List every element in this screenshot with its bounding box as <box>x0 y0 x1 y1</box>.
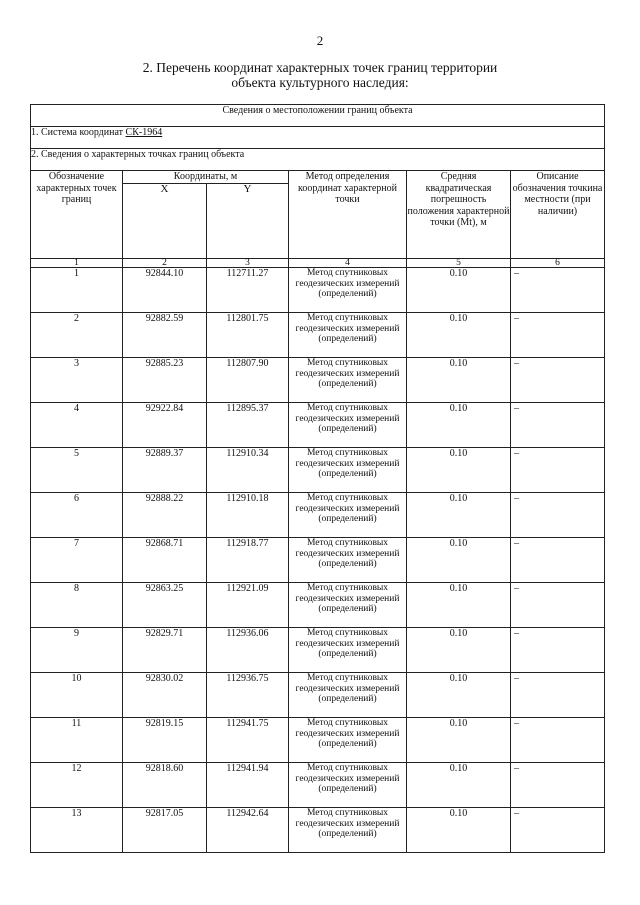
point-number: 5 <box>31 448 123 493</box>
point-number: 4 <box>31 403 123 448</box>
coordinate-system-name: СК-1964 <box>125 127 163 138</box>
col-number: 3 <box>207 259 289 268</box>
table-row <box>31 583 605 628</box>
point-number: 11 <box>31 718 123 763</box>
header-error: Средняя квадратическая погрешность положения характерной точки (Mt), м <box>407 171 511 259</box>
table-row <box>31 403 605 448</box>
point-number: 7 <box>31 538 123 583</box>
error-value: 0.10 <box>407 313 511 358</box>
error-value: 0.10 <box>407 538 511 583</box>
table-row <box>31 538 605 583</box>
coord-x: 92819.15 <box>123 718 207 763</box>
coordinate-system-row <box>31 127 605 149</box>
error-value: 0.10 <box>407 448 511 493</box>
point-number: 3 <box>31 358 123 403</box>
error-value: 0.10 <box>407 493 511 538</box>
column-number-row <box>31 259 605 268</box>
title-line-2: объекта культурного наследия: <box>231 75 409 90</box>
coord-x: 92817.05 <box>123 808 207 853</box>
point-description: – <box>511 628 605 673</box>
header-method: Метод определения координат характерной точки <box>289 171 407 259</box>
table-row <box>31 808 605 853</box>
point-description: – <box>511 448 605 493</box>
section-2-heading: 2. Сведения о характерных точках границ объекта <box>31 149 605 171</box>
coord-y: 112921.09 <box>207 583 289 628</box>
document-title <box>0 60 640 90</box>
header-y: Y <box>207 184 289 259</box>
coord-x: 92844.10 <box>123 268 207 313</box>
table-row <box>31 268 605 313</box>
point-description: – <box>511 493 605 538</box>
coord-y: 112807.90 <box>207 358 289 403</box>
error-value: 0.10 <box>407 718 511 763</box>
coord-y: 112895.37 <box>207 403 289 448</box>
coord-y: 112941.94 <box>207 763 289 808</box>
method: Метод спутниковых геодезических измерений (определений) <box>289 268 407 313</box>
point-description: – <box>511 358 605 403</box>
coord-y: 112941.75 <box>207 718 289 763</box>
method: Метод спутниковых геодезических измерений (определений) <box>289 808 407 853</box>
coord-y: 112711.27 <box>207 268 289 313</box>
method: Метод спутниковых геодезических измерений (определений) <box>289 583 407 628</box>
table-row <box>31 448 605 493</box>
error-value: 0.10 <box>407 268 511 313</box>
error-value: 0.10 <box>407 583 511 628</box>
method: Метод спутниковых геодезических измерений (определений) <box>289 448 407 493</box>
method: Метод спутниковых геодезических измерений (определений) <box>289 718 407 763</box>
coord-x: 92922.84 <box>123 403 207 448</box>
coord-x: 92818.60 <box>123 763 207 808</box>
method: Метод спутниковых геодезических измерений (определений) <box>289 763 407 808</box>
coord-x: 92889.37 <box>123 448 207 493</box>
coord-y: 112942.64 <box>207 808 289 853</box>
point-number: 2 <box>31 313 123 358</box>
point-description: – <box>511 538 605 583</box>
point-number: 1 <box>31 268 123 313</box>
point-description: – <box>511 268 605 313</box>
coord-x: 92885.23 <box>123 358 207 403</box>
error-value: 0.10 <box>407 808 511 853</box>
point-number: 10 <box>31 673 123 718</box>
header-x: X <box>123 184 207 259</box>
coord-x: 92868.71 <box>123 538 207 583</box>
error-value: 0.10 <box>407 628 511 673</box>
method: Метод спутниковых геодезических измерений (определений) <box>289 313 407 358</box>
table-row <box>31 628 605 673</box>
coord-y: 112801.75 <box>207 313 289 358</box>
table-row <box>31 493 605 538</box>
coord-x: 92830.02 <box>123 673 207 718</box>
error-value: 0.10 <box>407 763 511 808</box>
table-row <box>31 763 605 808</box>
coord-y: 112910.34 <box>207 448 289 493</box>
table-row <box>31 673 605 718</box>
table-row <box>31 358 605 403</box>
coord-x: 92863.25 <box>123 583 207 628</box>
method: Метод спутниковых геодезических измерений (определений) <box>289 493 407 538</box>
point-description: – <box>511 673 605 718</box>
col-number: 4 <box>289 259 407 268</box>
point-number: 13 <box>31 808 123 853</box>
table-row <box>31 718 605 763</box>
method: Метод спутниковых геодезических измерений (определений) <box>289 358 407 403</box>
title-line-1: 2. Перечень координат характерных точек границ территории <box>142 60 498 75</box>
point-number: 6 <box>31 493 123 538</box>
header-desc: Описание обозначения точкина местности (при наличии) <box>511 171 605 259</box>
col-number: 2 <box>123 259 207 268</box>
header-coords: Координаты, м <box>123 171 289 184</box>
point-description: – <box>511 313 605 358</box>
coordinates-table <box>30 104 605 853</box>
header-point: Обозначение характерных точек границ <box>31 171 123 259</box>
coord-y: 112918.77 <box>207 538 289 583</box>
method: Метод спутниковых геодезических измерений (определений) <box>289 628 407 673</box>
point-description: – <box>511 808 605 853</box>
col-number: 5 <box>407 259 511 268</box>
col-number: 6 <box>511 259 605 268</box>
coord-x: 92829.71 <box>123 628 207 673</box>
point-description: – <box>511 403 605 448</box>
coordinate-system-label: 1. Система координат <box>31 127 126 138</box>
col-number: 1 <box>31 259 123 268</box>
coord-x: 92888.22 <box>123 493 207 538</box>
method: Метод спутниковых геодезических измерений (определений) <box>289 403 407 448</box>
coord-y: 112910.18 <box>207 493 289 538</box>
point-number: 9 <box>31 628 123 673</box>
coord-y: 112936.75 <box>207 673 289 718</box>
point-number: 8 <box>31 583 123 628</box>
table-row <box>31 313 605 358</box>
error-value: 0.10 <box>407 358 511 403</box>
method: Метод спутниковых геодезических измерений (определений) <box>289 538 407 583</box>
point-number: 12 <box>31 763 123 808</box>
method: Метод спутниковых геодезических измерений (определений) <box>289 673 407 718</box>
coord-y: 112936.06 <box>207 628 289 673</box>
page-number: 2 <box>316 33 324 48</box>
point-description: – <box>511 583 605 628</box>
coord-x: 92882.59 <box>123 313 207 358</box>
point-description: – <box>511 718 605 763</box>
table-caption: Сведения о местоположении границ объекта <box>31 105 605 127</box>
error-value: 0.10 <box>407 673 511 718</box>
point-description: – <box>511 763 605 808</box>
error-value: 0.10 <box>407 403 511 448</box>
